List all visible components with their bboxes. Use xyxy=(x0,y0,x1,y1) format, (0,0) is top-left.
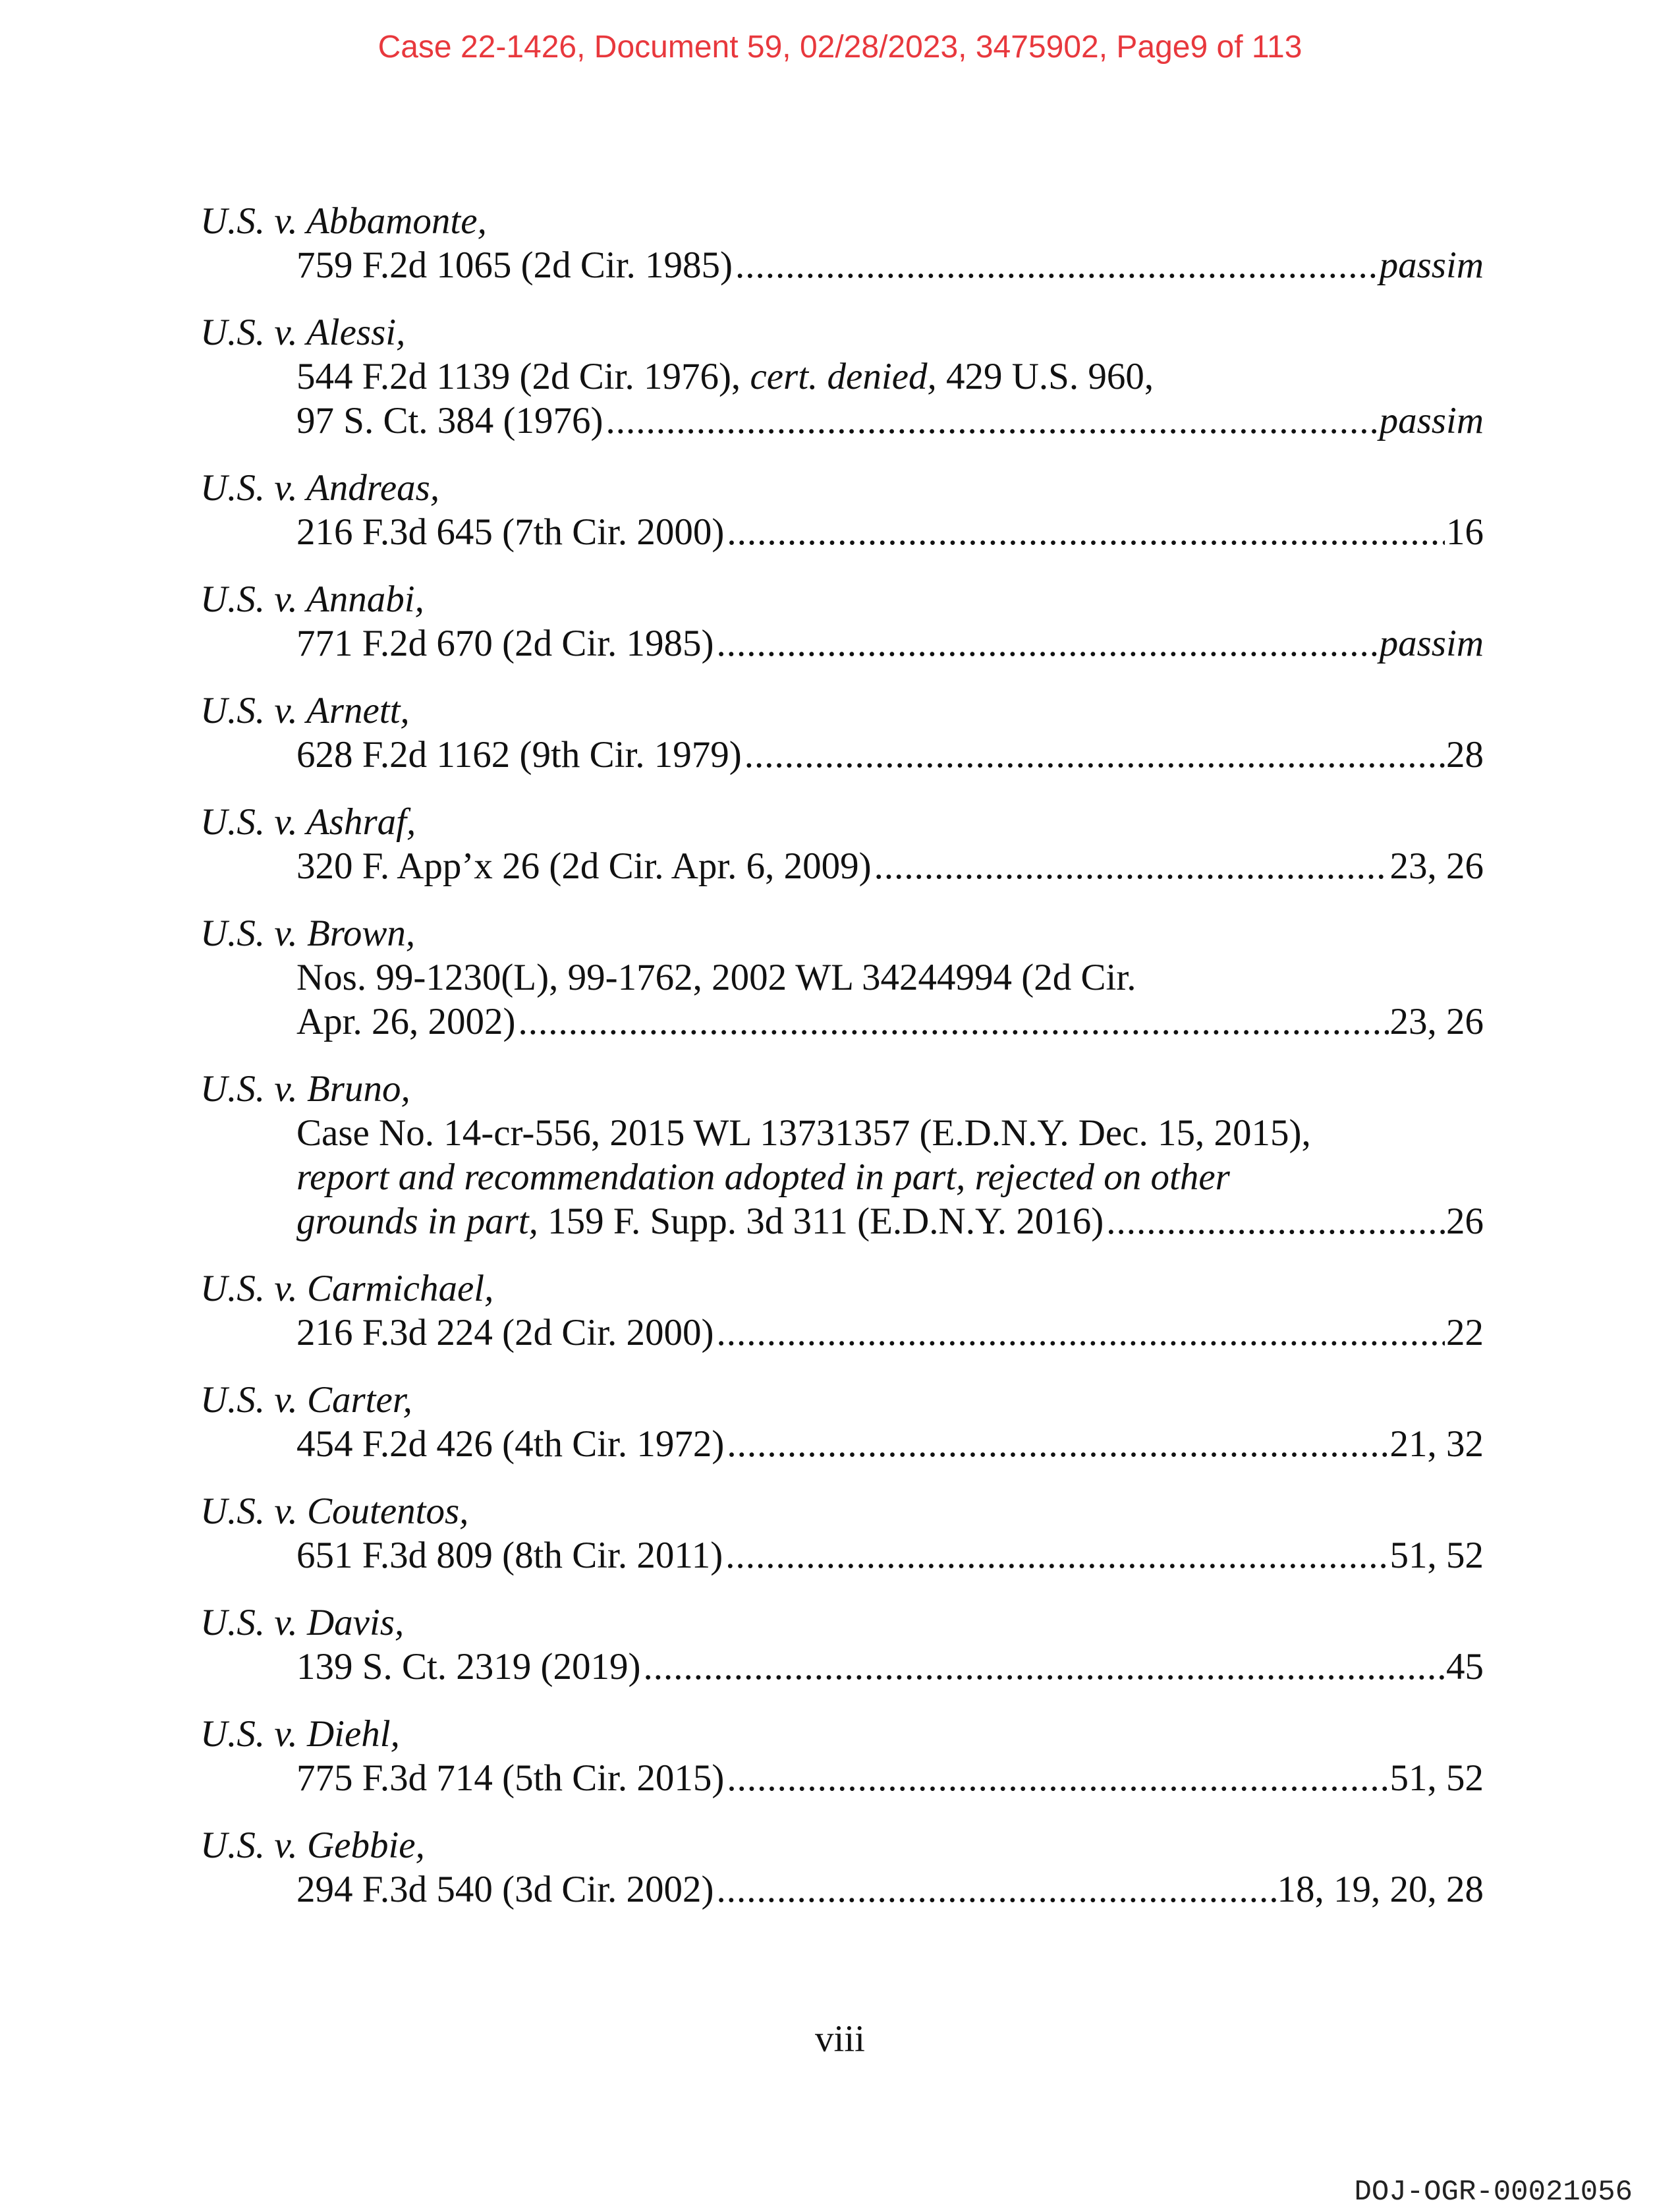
citation-segment: 429 U.S. 960, xyxy=(936,356,1154,397)
authority-entry xyxy=(200,1601,1484,1689)
citation-text xyxy=(296,1756,724,1800)
citation-text xyxy=(296,1155,1230,1199)
page-references: 22 xyxy=(1446,1312,1484,1353)
case-header: Case 22-1426, Document 59, 02/28/2023, 3475902, Page9 of 113 xyxy=(378,30,1302,65)
citation-line-with-pages xyxy=(200,243,1484,287)
page-number: viii xyxy=(814,2018,865,2060)
case-name: U.S. v. Annabi, xyxy=(200,579,424,620)
page-references: 16 xyxy=(1446,511,1484,553)
case-name: U.S. v. Alessi, xyxy=(200,312,406,353)
citation-text xyxy=(296,733,742,777)
citation-segment: 651 F.3d 809 (8th Cir. 2011) xyxy=(296,1535,723,1576)
dot-leader xyxy=(733,243,1378,287)
dot-leader xyxy=(641,1645,1445,1689)
dot-leader xyxy=(724,510,1445,554)
citation-line-with-pages xyxy=(200,844,1484,888)
dot-leader xyxy=(515,1000,1388,1044)
citation-segment: 771 F.2d 670 (2d Cir. 1985) xyxy=(296,623,714,664)
page-references: 28 xyxy=(1446,734,1484,776)
citation-text xyxy=(296,955,1136,1000)
dot-leader xyxy=(724,1422,1388,1466)
case-name: U.S. v. Carmichael, xyxy=(200,1268,494,1309)
citation-text xyxy=(296,621,714,666)
dot-leader xyxy=(714,621,1378,666)
case-name: U.S. v. Andreas, xyxy=(200,467,440,509)
page-references: 23, 26 xyxy=(1389,845,1484,887)
page-references: 51, 52 xyxy=(1389,1757,1484,1799)
citation-line-with-pages xyxy=(200,1645,1484,1689)
case-name: U.S. v. Diehl, xyxy=(200,1713,400,1755)
citation-text xyxy=(296,1000,515,1044)
citation-line xyxy=(200,1155,1484,1199)
case-name: U.S. v. Carter, xyxy=(200,1379,412,1421)
authority-entry xyxy=(200,577,1484,666)
citation-segment: 139 S. Ct. 2319 (2019) xyxy=(296,1646,641,1687)
table-of-authorities xyxy=(200,199,1484,1935)
authority-entry xyxy=(200,199,1484,287)
citation-segment: grounds in part, xyxy=(296,1201,538,1242)
dot-leader xyxy=(723,1533,1388,1577)
citation-segment: 544 F.2d 1139 (2d Cir. 1976), xyxy=(296,356,750,397)
citation-line-with-pages xyxy=(200,1756,1484,1800)
dot-leader xyxy=(1104,1199,1445,1243)
citation-segment: 775 F.3d 714 (5th Cir. 2015) xyxy=(296,1757,725,1799)
citation-line-with-pages xyxy=(200,399,1484,443)
citation-line-with-pages xyxy=(200,1000,1484,1044)
dot-leader xyxy=(603,399,1378,443)
page-references: 26 xyxy=(1446,1201,1484,1242)
dot-leader xyxy=(872,844,1389,888)
page-references: 23, 26 xyxy=(1389,1001,1484,1042)
citation-segment: Apr. 26, 2002) xyxy=(296,1001,516,1042)
citation-line-with-pages xyxy=(200,1311,1484,1355)
citation-text xyxy=(296,1199,1104,1243)
page-references: 45 xyxy=(1446,1646,1484,1687)
citation-line xyxy=(200,1111,1484,1155)
citation-line-with-pages xyxy=(200,1867,1484,1912)
citation-text xyxy=(296,510,724,554)
page-references: 18, 19, 20, 28 xyxy=(1277,1869,1484,1910)
citation-text xyxy=(296,1533,723,1577)
citation-segment: 216 F.3d 645 (7th Cir. 2000) xyxy=(296,511,725,553)
case-name: U.S. v. Coutentos, xyxy=(200,1490,469,1532)
citation-segment: 294 F.3d 540 (3d Cir. 2002) xyxy=(296,1869,714,1910)
bates-number: DOJ-OGR-00021056 xyxy=(1354,2176,1633,2209)
citation-segment: Case No. 14-cr-556, 2015 WL 13731357 (E.D.N.Y. Dec. 15, 2015), xyxy=(296,1112,1311,1154)
citation-text xyxy=(296,354,1154,399)
citation-segment: 454 F.2d 426 (4th Cir. 1972) xyxy=(296,1423,725,1465)
authority-entry xyxy=(200,800,1484,888)
dot-leader xyxy=(714,1311,1445,1355)
citation-segment: 628 F.2d 1162 (9th Cir. 1979) xyxy=(296,734,742,776)
citation-segment: 97 S. Ct. 384 (1976) xyxy=(296,400,603,441)
authority-entry xyxy=(200,689,1484,777)
case-name: U.S. v. Ashraf, xyxy=(200,801,416,843)
dot-leader xyxy=(714,1867,1276,1912)
citation-text xyxy=(296,1645,641,1689)
case-name: U.S. v. Bruno, xyxy=(200,1068,410,1110)
citation-line-with-pages xyxy=(200,1533,1484,1577)
authority-entry xyxy=(200,1378,1484,1466)
citation-line-with-pages xyxy=(200,1199,1484,1243)
authority-entry xyxy=(200,911,1484,1044)
citation-line xyxy=(200,955,1484,1000)
citation-segment: 216 F.3d 224 (2d Cir. 2000) xyxy=(296,1312,714,1353)
dot-leader xyxy=(724,1756,1388,1800)
citation-segment: 759 F.2d 1065 (2d Cir. 1985) xyxy=(296,244,733,286)
citation-line xyxy=(200,354,1484,399)
authority-entry xyxy=(200,1067,1484,1243)
citation-line-with-pages xyxy=(200,733,1484,777)
case-name: U.S. v. Brown, xyxy=(200,913,416,954)
citation-segment: Nos. 99-1230(L), 99-1762, 2002 WL 34244994 (2d Cir. xyxy=(296,957,1136,998)
page-references: passim xyxy=(1379,400,1484,441)
citation-text xyxy=(296,1311,714,1355)
authority-entry xyxy=(200,1823,1484,1912)
case-name: U.S. v. Gebbie, xyxy=(200,1825,425,1866)
citation-line-with-pages xyxy=(200,510,1484,554)
citation-text xyxy=(296,1867,714,1912)
citation-text xyxy=(296,844,872,888)
page-references: 21, 32 xyxy=(1389,1423,1484,1465)
authority-entry xyxy=(200,1489,1484,1577)
page-references: passim xyxy=(1379,244,1484,286)
page-references: 51, 52 xyxy=(1389,1535,1484,1576)
citation-segment: 159 F. Supp. 3d 311 (E.D.N.Y. 2016) xyxy=(538,1201,1104,1242)
page-references: passim xyxy=(1379,623,1484,664)
citation-text xyxy=(296,1422,724,1466)
authority-entry xyxy=(200,1266,1484,1355)
citation-line-with-pages xyxy=(200,621,1484,666)
citation-segment: cert. denied, xyxy=(750,356,937,397)
citation-text xyxy=(296,1111,1311,1155)
case-name: U.S. v. Davis, xyxy=(200,1602,405,1643)
citation-line-with-pages xyxy=(200,1422,1484,1466)
citation-segment: 320 F. App’x 26 (2d Cir. Apr. 6, 2009) xyxy=(296,845,872,887)
authority-entry xyxy=(200,310,1484,443)
case-name: U.S. v. Arnett, xyxy=(200,690,410,731)
citation-text xyxy=(296,243,733,287)
dot-leader xyxy=(742,733,1445,777)
authority-entry xyxy=(200,466,1484,554)
citation-segment: report and recommendation adopted in part, rejected on other xyxy=(296,1156,1230,1198)
authority-entry xyxy=(200,1712,1484,1800)
case-name: U.S. v. Abbamonte, xyxy=(200,200,487,242)
citation-text xyxy=(296,399,603,443)
